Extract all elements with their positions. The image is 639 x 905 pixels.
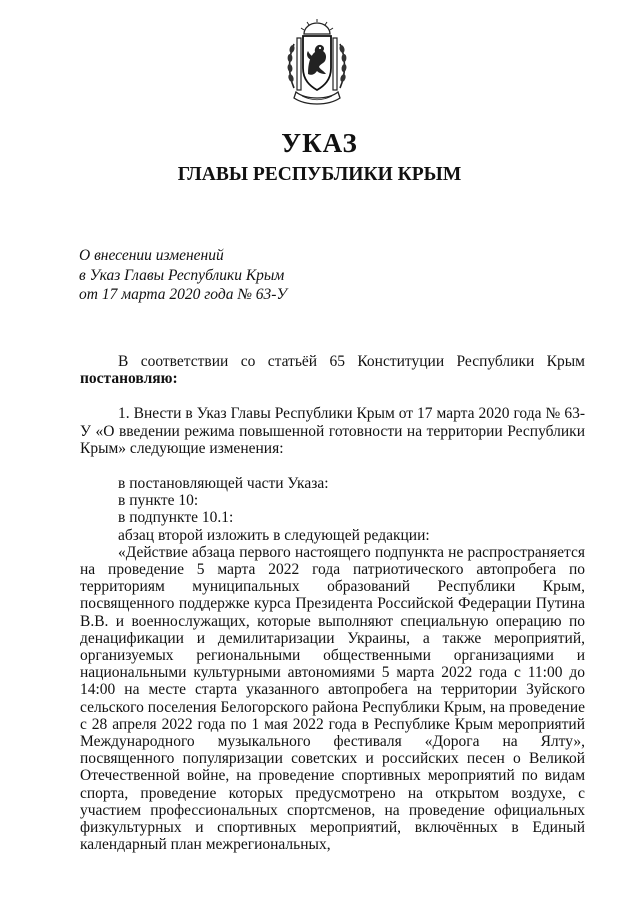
change-line: в подпункте 10.1: bbox=[118, 509, 234, 527]
subject-line: от 17 марта 2020 года № 63-У bbox=[79, 286, 287, 304]
intro-decree-word: постановляю: bbox=[80, 370, 178, 388]
change-line: в постановляющей части Указа: bbox=[118, 475, 329, 493]
document-body bbox=[80, 353, 585, 853]
crimea-coat-of-arms-icon bbox=[284, 18, 350, 106]
quoted-paragraph: «Действие абзаца первого настоящего подпункта не распространяется на проведение 5 марта 2022 года патриотического автопробега по территориям муниципальных образований Республики Крым, посвященного поддержке курса Президента Российской Федерации Путина В.В. и военнослужащих, которые выполняют специальную операцию по денацификации и демилитаризации Украины, а также мероприятий, организуемых региональными общественными организациями и национальными культурными автономиями 5 марта 2022 года с 11:00 до 14:00 на месте старта указанного автопробега на территории Зуйского сельского поселения Белогорского района Республики Крым, на проведение с 28 апреля 2022 года по 1 мая 2022 года в Республике Крым мероприятий Международного музыкального фестиваля «Дорога на Ялту», посвященного популяризации советских и российских песен о Великой Отечественной войне, на проведение спортивных мероприятий по видам спорта, проведение которых предусмотрено на открытом воздухе, с участием профессиональных спортсменов, на проведение официальных физкультурных и спортивных мероприятий, включённых в Единый календарный план межрегиональных, bbox=[80, 543, 585, 854]
change-line: в пункте 10: bbox=[118, 492, 199, 510]
intro-paragraph bbox=[80, 353, 585, 387]
page-title: УКАЗ bbox=[281, 128, 358, 158]
intro-text: В соответствии со статьёй 65 Конституции Республики Крым bbox=[118, 353, 585, 370]
subject-line: О внесении изменений bbox=[79, 247, 224, 264]
item-1-paragraph: 1. Внести в Указ Главы Республики Крым от 17 марта 2020 года № 63-У «О введении режима повышенной готовности на территории Республики Крым» следующие изменения: bbox=[80, 405, 585, 457]
page-subtitle: ГЛАВЫ РЕСПУБЛИКИ КРЫМ bbox=[177, 164, 462, 185]
subject-line: в Указ Главы Республики Крым bbox=[79, 266, 285, 284]
document-subject bbox=[79, 246, 379, 305]
change-line: абзац второй изложить в следующей редакции: bbox=[118, 526, 430, 544]
changes-list bbox=[80, 475, 585, 544]
